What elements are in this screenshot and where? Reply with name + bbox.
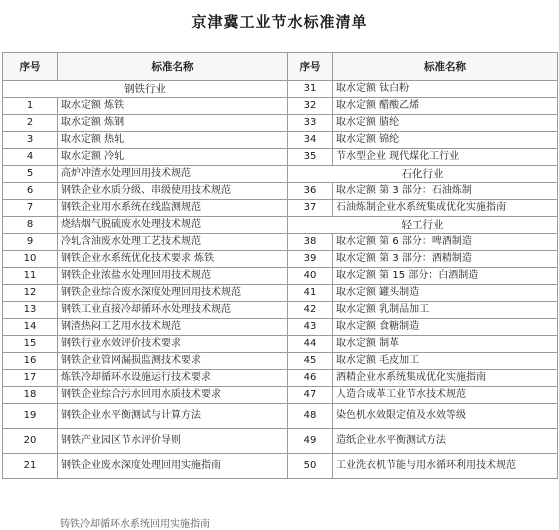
row-no: 6 <box>3 183 58 200</box>
cut-off-next-row-text: 铸铁冷却循环水系统回用实施指南 <box>60 519 210 530</box>
row-no: 46 <box>288 370 333 387</box>
row-name: 取水定额 罐头制造 <box>333 285 558 302</box>
row-no: 31 <box>288 81 333 98</box>
table-row <box>3 200 558 217</box>
row-name: 取水定额 腈纶 <box>333 115 558 132</box>
row-name: 节水型企业 现代煤化工行业 <box>333 149 558 166</box>
table-row <box>3 319 558 336</box>
row-name: 钢铁企业水平衡测试与计算方法 <box>58 404 288 429</box>
row-name: 取水定额 醋酸乙烯 <box>333 98 558 115</box>
row-name: 工业洗衣机节能与用水循环利用技术规范 <box>333 454 558 479</box>
row-name: 取水定额 钛白粉 <box>333 81 558 98</box>
table-row <box>3 132 558 149</box>
row-no: 4 <box>3 149 58 166</box>
table-row <box>3 98 558 115</box>
page-title: 京津冀工业节水标准清单 <box>191 13 368 31</box>
row-name: 钢铁企业浓盐水处理回用技术规范 <box>58 268 288 285</box>
row-no: 1 <box>3 98 58 115</box>
row-no: 20 <box>3 429 58 454</box>
standards-table <box>2 52 558 479</box>
row-name: 钢铁企业管网漏损监测技术要求 <box>58 353 288 370</box>
row-name: 取水定额 食糖制造 <box>333 319 558 336</box>
row-no: 44 <box>288 336 333 353</box>
table-row <box>3 183 558 200</box>
row-no: 47 <box>288 387 333 404</box>
row-name: 人造合成革工业节水技术规范 <box>333 387 558 404</box>
row-no: 18 <box>3 387 58 404</box>
row-no: 5 <box>3 166 58 183</box>
row-no: 13 <box>3 302 58 319</box>
row-name: 取水定额 第 6 部分：啤酒制造 <box>333 234 558 251</box>
row-no: 48 <box>288 404 333 429</box>
row-name: 钢铁企业水系统优化技术要求 炼铁 <box>58 251 288 268</box>
row-no: 39 <box>288 251 333 268</box>
table-header-row <box>3 53 558 81</box>
header-name-left: 标准名称 <box>58 53 288 81</box>
row-name: 炼铁冷却循环水设施运行技术要求 <box>58 370 288 387</box>
row-no: 49 <box>288 429 333 454</box>
row-name: 取水定额 乳制品加工 <box>333 302 558 319</box>
table-row <box>3 285 558 302</box>
row-no: 10 <box>3 251 58 268</box>
row-name: 取水定额 冷轧 <box>58 149 288 166</box>
row-no: 38 <box>288 234 333 251</box>
row-no: 35 <box>288 149 333 166</box>
row-no: 34 <box>288 132 333 149</box>
row-name: 钢铁企业用水系统在线监测规范 <box>58 200 288 217</box>
table-row <box>3 302 558 319</box>
row-no: 14 <box>3 319 58 336</box>
row-name: 取水定额 第 15 部分：白酒制造 <box>333 268 558 285</box>
row-name: 取水定额 炼铁 <box>58 98 288 115</box>
row-no: 17 <box>3 370 58 387</box>
row-name: 钢铁工业直接冷却循环水处理技术规范 <box>58 302 288 319</box>
row-no: 43 <box>288 319 333 336</box>
row-no: 9 <box>3 234 58 251</box>
row-no: 45 <box>288 353 333 370</box>
row-name: 取水定额 制革 <box>333 336 558 353</box>
row-no: 19 <box>3 404 58 429</box>
row-no: 7 <box>3 200 58 217</box>
row-no: 8 <box>3 217 58 234</box>
row-no: 41 <box>288 285 333 302</box>
row-name: 钢铁企业水质分级、串级使用技术规范 <box>58 183 288 200</box>
row-name: 石油炼制企业水系统集成优化实施指南 <box>333 200 558 217</box>
header-no-right: 序号 <box>288 53 333 81</box>
row-name: 钢铁产业园区节水评价导则 <box>58 429 288 454</box>
table-row <box>3 81 558 98</box>
row-no: 42 <box>288 302 333 319</box>
row-name: 取水定额 毛皮加工 <box>333 353 558 370</box>
row-name: 钢铁行业水效评价技术要求 <box>58 336 288 353</box>
table-row <box>3 353 558 370</box>
row-name: 烧结烟气脱硫废水处理技术规范 <box>58 217 288 234</box>
row-name: 钢铁企业综合废水深度处理回用技术规范 <box>58 285 288 302</box>
row-no: 21 <box>3 454 58 479</box>
table-row <box>3 268 558 285</box>
row-name: 取水定额 炼钢 <box>58 115 288 132</box>
table-row <box>3 387 558 404</box>
table-row <box>3 336 558 353</box>
table-row <box>3 454 558 479</box>
row-no: 12 <box>3 285 58 302</box>
row-no: 40 <box>288 268 333 285</box>
table-row <box>3 370 558 387</box>
row-no: 15 <box>3 336 58 353</box>
row-no: 33 <box>288 115 333 132</box>
row-no: 50 <box>288 454 333 479</box>
row-no: 16 <box>3 353 58 370</box>
row-name: 高炉冲渣水处理回用技术规范 <box>58 166 288 183</box>
row-name: 染色机水效限定值及水效等级 <box>333 404 558 429</box>
row-name: 取水定额 第 3 部分：石油炼制 <box>333 183 558 200</box>
row-no: 3 <box>3 132 58 149</box>
section-label-light: 轻工行业 <box>288 217 558 234</box>
table-row <box>3 217 558 234</box>
row-name: 取水定额 第 3 部分：酒精制造 <box>333 251 558 268</box>
table-row <box>3 429 558 454</box>
section-label-steel: 钢铁行业 <box>3 81 288 98</box>
row-name: 取水定额 热轧 <box>58 132 288 149</box>
row-no: 11 <box>3 268 58 285</box>
section-label-petro: 石化行业 <box>288 166 558 183</box>
table-row <box>3 149 558 166</box>
header-name-right: 标准名称 <box>333 53 558 81</box>
row-no: 2 <box>3 115 58 132</box>
table-row <box>3 251 558 268</box>
row-name: 钢铁企业综合污水回用水质技术要求 <box>58 387 288 404</box>
row-name: 钢铁企业废水深度处理回用实施指南 <box>58 454 288 479</box>
row-no: 32 <box>288 98 333 115</box>
table-row <box>3 404 558 429</box>
table-row <box>3 166 558 183</box>
table-row <box>3 115 558 132</box>
row-no: 37 <box>288 200 333 217</box>
row-name: 酒精企业水系统集成优化实施指南 <box>333 370 558 387</box>
row-name: 冷轧含油废水处理工艺技术规范 <box>58 234 288 251</box>
row-name: 钢渣热闷工艺用水技术规范 <box>58 319 288 336</box>
row-no: 36 <box>288 183 333 200</box>
table-row <box>3 234 558 251</box>
row-name: 取水定额 锦纶 <box>333 132 558 149</box>
row-name: 造纸企业水平衡测试方法 <box>333 429 558 454</box>
header-no-left: 序号 <box>3 53 58 81</box>
